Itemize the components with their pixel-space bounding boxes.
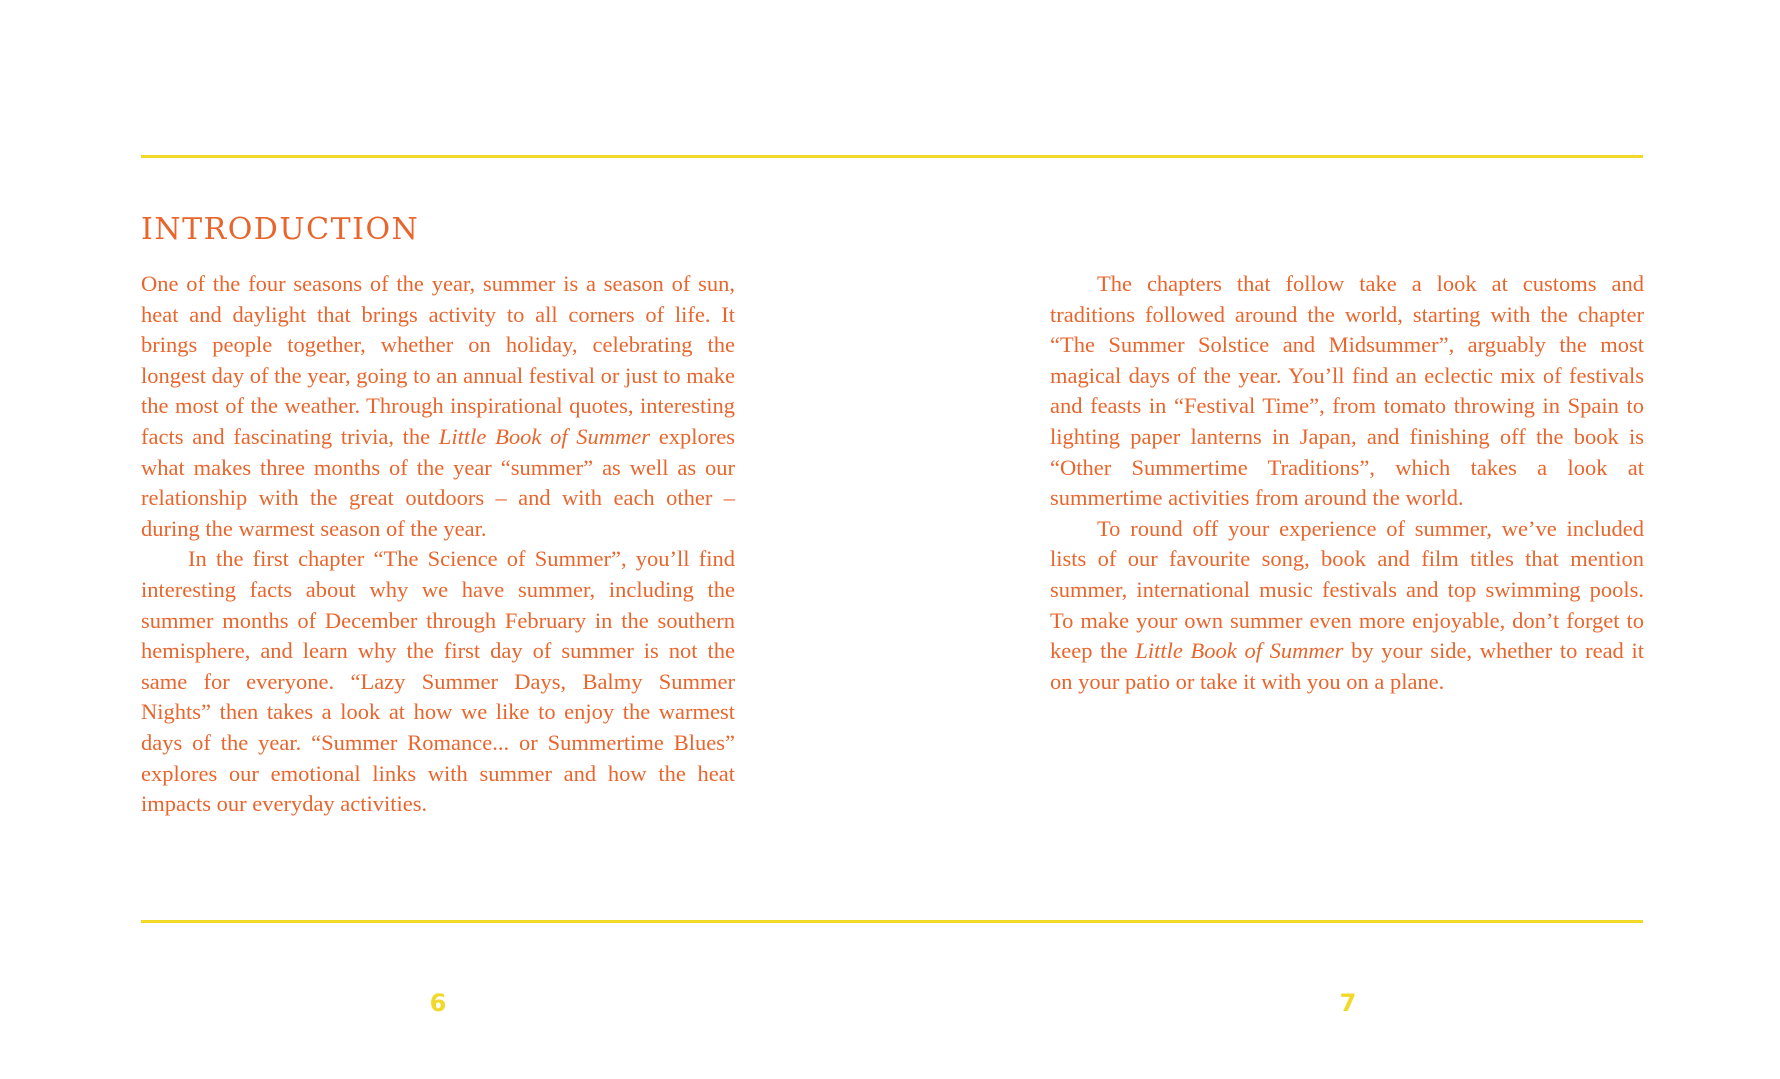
left-paragraph-1	[141, 269, 735, 544]
book-title: Little Book of Summer	[1135, 638, 1344, 664]
right-paragraph-2-text-end: by your side, whether to read it on your patio or take it with you on a plane.	[1050, 638, 1644, 694]
page-title: INTRODUCTION	[141, 212, 420, 247]
bottom-rule	[141, 920, 1643, 923]
right-paragraph-2-text-start: To round off your experience of summer, we’ve included lists of our favourite song, book and film titles that mention summer, international music festivals and top swimming pools. To make your own summer even more enjoyable, don’t forget to keep the	[1050, 515, 1644, 664]
right-paragraph-2	[1050, 514, 1644, 698]
book-title: Little Book of Summer	[438, 423, 651, 449]
page-number-left: 6	[429, 989, 447, 1017]
top-rule	[141, 155, 1643, 158]
page-number-right: 7	[1339, 989, 1357, 1017]
left-page-column	[141, 269, 735, 820]
right-paragraph-1: The chapters that follow take a look at customs and traditions followed around the world, starting with the chapter “The Summer Solstice and Midsummer”, arguably the most magical days of the year. You’ll find an eclectic mix of festivals and feasts in “Festival Time”, from tomato throwing in Spain to lighting paper lanterns in Japan, and finishing off the book is “Other Summertime Traditions”, which takes a look at summertime activities from around the world.	[1050, 271, 1644, 511]
left-paragraph-1-text-start: One of the four seasons of the year, summer is a season of sun, heat and daylight that brings activity to all corners of life. It brings people together, whether on holiday, celebrating the longest day of the year, going to an annual festival or just to make the most of the weather. Through inspirational quotes, interesting facts and fascinating trivia, the	[141, 271, 735, 449]
left-paragraph-2: In the first chapter “The Science of Summer”, you’ll find interesting facts about why we have summer, including the summer months of December through February in the southern hemisphere, and learn why the first day of summer is not the same for everyone. “Lazy Summer Days, Balmy Summer Nights” then takes a look at how we like to enjoy the warmest days of the year. “Summer Romance... or Summertime Blues” explores our emotional links with summer and how the heat impacts our everyday activities.	[141, 546, 735, 817]
right-page-column	[1050, 269, 1644, 697]
left-paragraph-1-text-end: explores what makes three months of the year “summer” as well as our relationship with the great outdoors – and with each other – during the warmest season of the year.	[141, 423, 735, 541]
